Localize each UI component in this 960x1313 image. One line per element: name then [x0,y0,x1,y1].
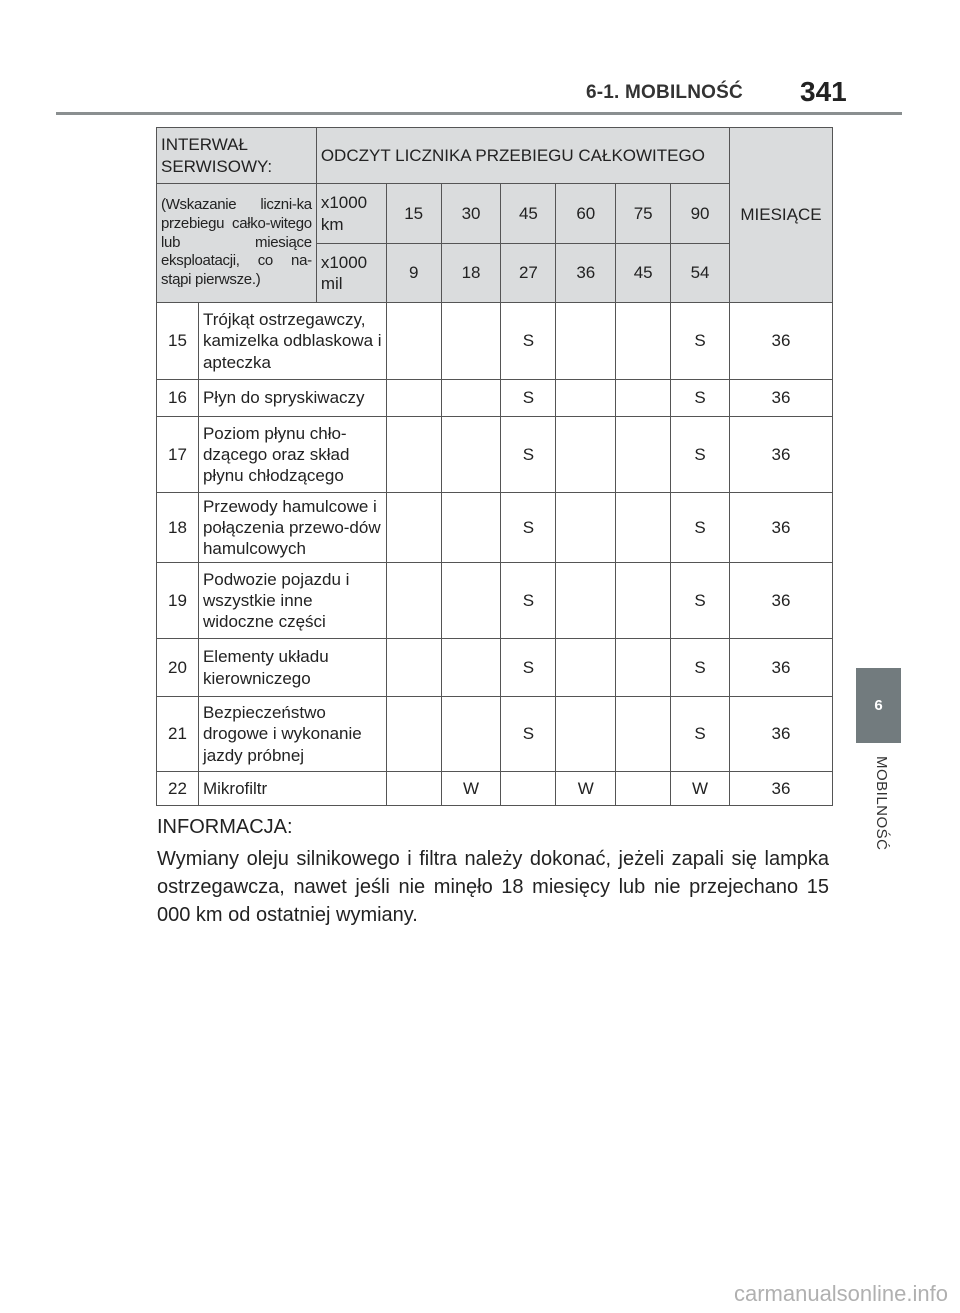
row-cell [616,417,671,493]
row-months: 36 [729,303,832,380]
row-cell [386,303,441,380]
row-item: Płyn do spryskiwaczy [198,380,386,417]
note-title: INFORMACJA: [157,816,293,838]
row-cell [556,493,616,563]
mil-unit: x1000 mil [316,244,386,303]
row-cell: S [671,563,730,639]
km-value: 30 [441,184,501,244]
row-cell [441,303,501,380]
row-item: Przewody hamulcowe i połączenia przewo-dów hamulcowych [198,493,386,563]
row-item: Poziom płynu chło-dzącego oraz skład płynu chłodzącego [198,417,386,493]
table-row [157,772,833,806]
chapter-tab-number: 6 [874,697,883,714]
row-cell: W [441,772,501,806]
row-number: 16 [157,380,199,417]
km-value: 60 [556,184,616,244]
row-cell: S [501,303,556,380]
odometer-label: ODCZYT LICZNIKA PRZEBIEGU CAŁKOWITEGO [316,128,729,184]
row-cell: W [671,772,730,806]
km-value: 75 [616,184,671,244]
table-row [157,493,833,563]
interval-label: INTERWAŁ SERWISOWY: [157,128,317,184]
row-months: 36 [729,563,832,639]
row-item: Trójkąt ostrzegawczy, kamizelka odblaskowa i apteczka [198,303,386,380]
row-item: Mikrofiltr [198,772,386,806]
mil-value: 18 [441,244,501,303]
row-cell [441,493,501,563]
row-cell [386,493,441,563]
row-months: 36 [729,417,832,493]
row-item: Podwozie pojazdu i wszystkie inne widoczne części [198,563,386,639]
row-cell [556,380,616,417]
header-row-labels [157,128,833,184]
row-cell: S [671,380,730,417]
row-cell [441,417,501,493]
row-number: 19 [157,563,199,639]
row-number: 22 [157,772,199,806]
mil-value: 27 [501,244,556,303]
row-item: Elementy układu kierowniczego [198,639,386,697]
row-cell: S [671,417,730,493]
page-number: 341 [800,76,847,107]
header-divider [56,112,902,115]
row-cell [556,303,616,380]
row-cell [616,772,671,806]
row-cell [616,303,671,380]
km-value: 45 [501,184,556,244]
row-cell [616,493,671,563]
section-title: 6-1. MOBILNOŚĆ [586,82,743,103]
row-cell: S [671,697,730,772]
row-months: 36 [729,639,832,697]
row-cell: S [501,563,556,639]
row-cell: S [501,380,556,417]
row-cell: S [501,639,556,697]
table-row [157,303,833,380]
row-cell [501,772,556,806]
row-number: 21 [157,697,199,772]
row-months: 36 [729,380,832,417]
row-cell [616,380,671,417]
row-cell: S [501,493,556,563]
table-row [157,380,833,417]
table-row [157,639,833,697]
row-number: 20 [157,639,199,697]
row-cell [386,639,441,697]
row-months: 36 [729,697,832,772]
km-unit: x1000 km [316,184,386,244]
row-number: 15 [157,303,199,380]
row-cell [386,697,441,772]
row-cell [616,563,671,639]
row-cell [386,417,441,493]
row-cell [556,417,616,493]
row-cell [386,772,441,806]
row-cell [556,639,616,697]
mil-value: 36 [556,244,616,303]
row-cell: S [501,697,556,772]
note-body: Wymiany oleju silnikowego i filtra należy dokonać, jeżeli zapali się lampka ostrzegawcza, nawet jeśli nie minęło 18 miesięcy lub nie przejechano 15 000 km od ostatniej wymiany. [157,848,829,926]
row-cell [386,563,441,639]
row-number: 18 [157,493,199,563]
chapter-tab[interactable] [856,668,901,743]
row-cell [386,380,441,417]
interval-note: (Wskazanie liczni-ka przebiegu całko-witego lub miesiące eksploatacji, co na-stąpi pierwsze.) [157,184,317,303]
table-row [157,417,833,493]
row-cell: S [671,493,730,563]
maintenance-schedule-table [156,127,833,806]
row-cell [441,563,501,639]
row-cell: S [671,639,730,697]
table-row [157,697,833,772]
row-cell [441,639,501,697]
row-cell: S [501,417,556,493]
row-cell [616,639,671,697]
row-item: Bezpieczeństwo drogowe i wykonanie jazdy próbnej [198,697,386,772]
row-number: 17 [157,417,199,493]
row-months: 36 [729,493,832,563]
row-months: 36 [729,772,832,806]
km-value: 90 [671,184,730,244]
mil-value: 45 [616,244,671,303]
km-value: 15 [386,184,441,244]
watermark: carmanualsonline.info [733,1281,948,1306]
chapter-tab-label: MOBILNOŚĆ [873,756,890,851]
row-cell [441,380,501,417]
mil-value: 54 [671,244,730,303]
row-cell [616,697,671,772]
row-cell: W [556,772,616,806]
months-header: MIESIĄCE [729,128,832,303]
table-row [157,563,833,639]
row-cell [556,563,616,639]
row-cell [556,697,616,772]
row-cell [441,697,501,772]
mil-value: 9 [386,244,441,303]
row-cell: S [671,303,730,380]
